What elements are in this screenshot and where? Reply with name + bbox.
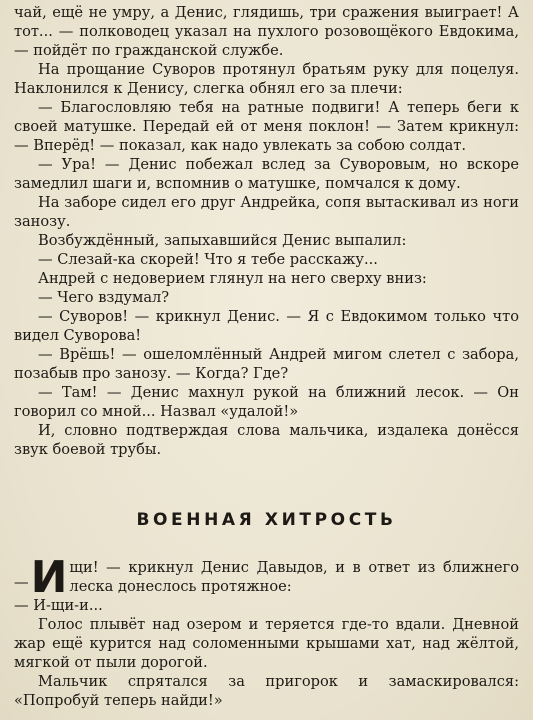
lead-dash: — — [14, 574, 29, 591]
paragraph: На заборе сидел его друг Андрейка, сопя вытаскивал из ноги занозу. — [14, 194, 519, 230]
paragraph: — Ура! — Денис побежал вслед за Суворовым, но вскоре замедлил шаги и, вспомнив о матушке, помчался к дому. — [14, 156, 519, 192]
paragraph: Андрей с недоверием глянул на него сверху вниз: — [38, 270, 427, 287]
paragraph: — Чего вздумал? — [38, 289, 170, 306]
paragraph: На прощание Суворов протянул братьям руку для поцелуя. Наклонился к Денису, слегка обнял его за плечи: — [14, 61, 519, 97]
paragraph: — Слезай-ка скорей! Что я тебе расскажу... — [38, 251, 378, 268]
story-text-part1 — [14, 3, 519, 459]
paragraph: — Там! — Денис махнул рукой на ближний лесок. — Он говорил со мной... Назвал «удалой!» — [14, 384, 519, 420]
paragraph: Возбуждённый, запыхавшийся Денис выпалил: — [38, 232, 407, 249]
section-title: ВОЕННАЯ ХИТРОСТЬ — [136, 510, 397, 530]
paragraph: чай, ещё не умру, а Денис, глядишь, три сражения выиграет! А тот... — полководец указал на пухлого розовощёкого Евдокима, — пойдёт по гражданской службе. — [14, 4, 519, 59]
paragraph: Голос плывёт над озером и теряется где-то вдали. Дневной жар ещё курится над соломенными крышами хат, над жёлтой, мягкой от пыли дорогой. — [14, 616, 519, 671]
paragraph: — Врёшь! — ошеломлённый Андрей мигом слетел с забора, позабыв про занозу. — Когда? Где? — [14, 346, 519, 382]
story-text-part2 — [14, 552, 519, 710]
paragraph: — И-щи-и... — [14, 597, 103, 614]
dropcap-paragraph — [14, 552, 519, 603]
paragraph: — Суворов! — крикнул Денис. — Я с Евдокимом только что видел Суворова! — [14, 308, 519, 344]
dropcap-paragraph-text: щи! — крикнул Денис Давыдов, и в ответ из ближнего леска донеслось протяжное: — [69, 559, 519, 595]
paragraph: — Благословляю тебя на ратные подвиги! А теперь беги к своей матушке. Передай ей от меня поклон! — Затем крикнул: — Вперёд! — показал, как надо увлекать за собою солдат. — [14, 99, 519, 154]
dropcap-letter: И — [30, 552, 68, 603]
paragraph: И, словно подтверждая слова мальчика, издалека донёсся звук боевой трубы. — [14, 422, 519, 458]
paragraph: Мальчик спрятался за пригорок и замаскировался: «Попробуй теперь найди!» — [14, 673, 519, 709]
